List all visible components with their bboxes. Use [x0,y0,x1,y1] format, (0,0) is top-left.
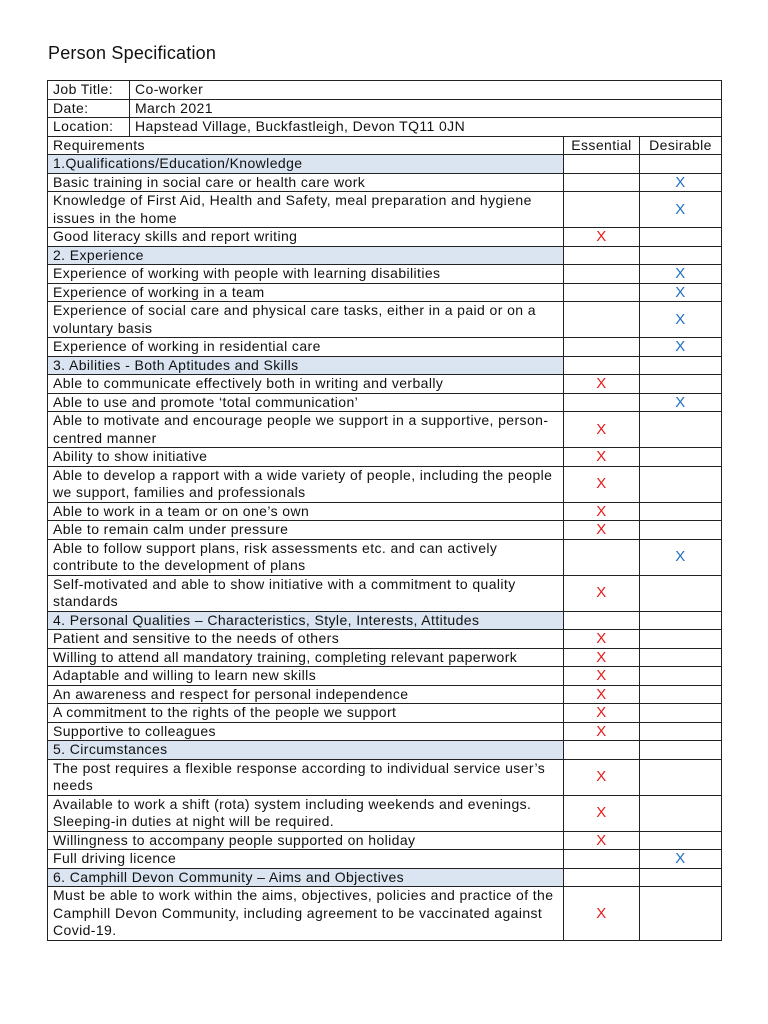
requirement-text: Full driving licence [48,850,564,869]
desirable-cell [640,630,722,649]
section-title: 3. Abilities - Both Aptitudes and Skills [48,356,564,375]
desirable-mark: X [640,302,722,338]
desirable-cell [640,412,722,448]
essential-mark: X [564,630,640,649]
info-row-job-title [48,81,722,100]
requirement-row [48,887,722,941]
essential-cell [564,173,640,192]
requirement-text: Must be able to work within the aims, objectives, policies and practice of the Camphill Devon Community, including agreement to be vaccinated against Covid-19. [48,887,564,941]
requirement-row [48,539,722,575]
requirement-row [48,667,722,686]
essential-mark: X [564,375,640,394]
essential-mark: X [564,887,640,941]
desirable-cell [640,448,722,467]
requirement-row [48,448,722,467]
essential-cell [564,393,640,412]
requirement-row [48,759,722,795]
section-title: 1.Qualifications/Education/Knowledge [48,155,564,174]
desirable-cell [640,375,722,394]
desirable-cell [640,685,722,704]
requirement-row [48,850,722,869]
requirement-row [48,704,722,723]
section-title: 2. Experience [48,246,564,265]
essential-cell [564,868,640,887]
desirable-cell [640,246,722,265]
requirement-row [48,283,722,302]
essential-mark: X [564,704,640,723]
requirement-row [48,173,722,192]
requirement-text: Good literacy skills and report writing [48,228,564,247]
requirement-text: Basic training in social care or health care work [48,173,564,192]
requirement-row [48,521,722,540]
essential-cell [564,539,640,575]
requirement-text: An awareness and respect for personal independence [48,685,564,704]
essential-cell [564,302,640,338]
section-title: 6. Camphill Devon Community – Aims and Objectives [48,868,564,887]
requirement-text: Able to communicate effectively both in writing and verbally [48,375,564,394]
desirable-cell [640,795,722,831]
desirable-cell [640,356,722,375]
desirable-mark: X [640,539,722,575]
essential-mark: X [564,575,640,611]
requirement-text: Able to work in a team or on one’s own [48,502,564,521]
desirable-mark: X [640,338,722,357]
info-label: Location: [48,118,130,137]
requirement-text: Available to work a shift (rota) system including weekends and evenings. Sleeping-in duties at night will be required. [48,795,564,831]
requirement-row [48,338,722,357]
section-header-row [48,155,722,174]
page-title: Person Specification [48,43,217,63]
essential-mark: X [564,521,640,540]
essential-mark: X [564,795,640,831]
essential-cell [564,356,640,375]
essential-cell [564,741,640,760]
desirable-cell [640,502,722,521]
desirable-mark: X [640,393,722,412]
desirable-cell [640,575,722,611]
essential-mark: X [564,685,640,704]
requirement-row [48,375,722,394]
desirable-mark: X [640,192,722,228]
desirable-header: Desirable [640,136,722,155]
desirable-cell [640,868,722,887]
info-row-date [48,99,722,118]
desirable-mark: X [640,173,722,192]
requirement-text: Willingness to accompany people supported on holiday [48,831,564,850]
essential-cell [564,611,640,630]
requirement-text: Adaptable and willing to learn new skills [48,667,564,686]
requirement-text: Able to follow support plans, risk assessments etc. and can actively contribute to the development of plans [48,539,564,575]
info-label: Job Title: [48,81,130,100]
essential-mark: X [564,466,640,502]
desirable-mark: X [640,265,722,284]
essential-mark: X [564,667,640,686]
desirable-cell [640,611,722,630]
person-specification-table [47,80,722,941]
desirable-cell [640,741,722,760]
desirable-cell [640,722,722,741]
header-row [48,136,722,155]
desirable-mark: X [640,850,722,869]
desirable-cell [640,228,722,247]
requirement-row [48,412,722,448]
requirement-text: Knowledge of First Aid, Health and Safety, meal preparation and hygiene issues in the home [48,192,564,228]
essential-mark: X [564,759,640,795]
essential-mark: X [564,448,640,467]
requirement-text: Able to use and promote ‘total communication’ [48,393,564,412]
essential-cell [564,338,640,357]
requirement-text: Ability to show initiative [48,448,564,467]
info-value: Hapstead Village, Buckfastleigh, Devon TQ11 0JN [130,118,722,137]
requirement-text: The post requires a flexible response according to individual service user’s needs [48,759,564,795]
desirable-mark: X [640,283,722,302]
desirable-cell [640,155,722,174]
spec-table-body [48,81,722,941]
info-value: March 2021 [130,99,722,118]
info-label: Date: [48,99,130,118]
requirement-row [48,393,722,412]
essential-cell [564,192,640,228]
essential-cell [564,283,640,302]
essential-cell [564,155,640,174]
requirement-row [48,192,722,228]
essential-mark: X [564,502,640,521]
section-header-row [48,868,722,887]
info-value: Co-worker [130,81,722,100]
desirable-cell [640,466,722,502]
requirement-row [48,722,722,741]
desirable-cell [640,648,722,667]
essential-header: Essential [564,136,640,155]
requirement-row [48,648,722,667]
requirement-row [48,302,722,338]
requirement-text: Able to motivate and encourage people we support in a supportive, person-centred manner [48,412,564,448]
essential-cell [564,246,640,265]
essential-mark: X [564,228,640,247]
requirement-text: Able to remain calm under pressure [48,521,564,540]
essential-mark: X [564,412,640,448]
requirement-text: Experience of working in residential care [48,338,564,357]
requirement-row [48,575,722,611]
section-header-row [48,246,722,265]
section-title: 5. Circumstances [48,741,564,760]
essential-mark: X [564,648,640,667]
requirement-text: Self-motivated and able to show initiative with a commitment to quality standards [48,575,564,611]
desirable-cell [640,759,722,795]
essential-cell [564,265,640,284]
requirement-text: Supportive to colleagues [48,722,564,741]
requirement-text: Patient and sensitive to the needs of others [48,630,564,649]
requirement-row [48,466,722,502]
requirement-row [48,630,722,649]
requirement-text: Experience of working in a team [48,283,564,302]
info-row-location [48,118,722,137]
requirement-row [48,228,722,247]
requirement-text: A commitment to the rights of the people we support [48,704,564,723]
requirement-text: Able to develop a rapport with a wide variety of people, including the people we support, families and professionals [48,466,564,502]
section-title: 4. Personal Qualities – Characteristics, Style, Interests, Attitudes [48,611,564,630]
requirement-row [48,502,722,521]
section-header-row [48,741,722,760]
requirement-row [48,265,722,284]
requirement-row [48,795,722,831]
requirement-row [48,685,722,704]
requirement-text: Experience of working with people with learning disabilities [48,265,564,284]
desirable-cell [640,521,722,540]
desirable-cell [640,887,722,941]
desirable-cell [640,831,722,850]
requirement-text: Willing to attend all mandatory training, completing relevant paperwork [48,648,564,667]
requirement-row [48,831,722,850]
section-header-row [48,611,722,630]
requirement-text: Experience of social care and physical care tasks, either in a paid or on a voluntary basis [48,302,564,338]
desirable-cell [640,667,722,686]
requirements-header: Requirements [48,136,564,155]
essential-mark: X [564,722,640,741]
essential-cell [564,850,640,869]
essential-mark: X [564,831,640,850]
section-header-row [48,356,722,375]
desirable-cell [640,704,722,723]
